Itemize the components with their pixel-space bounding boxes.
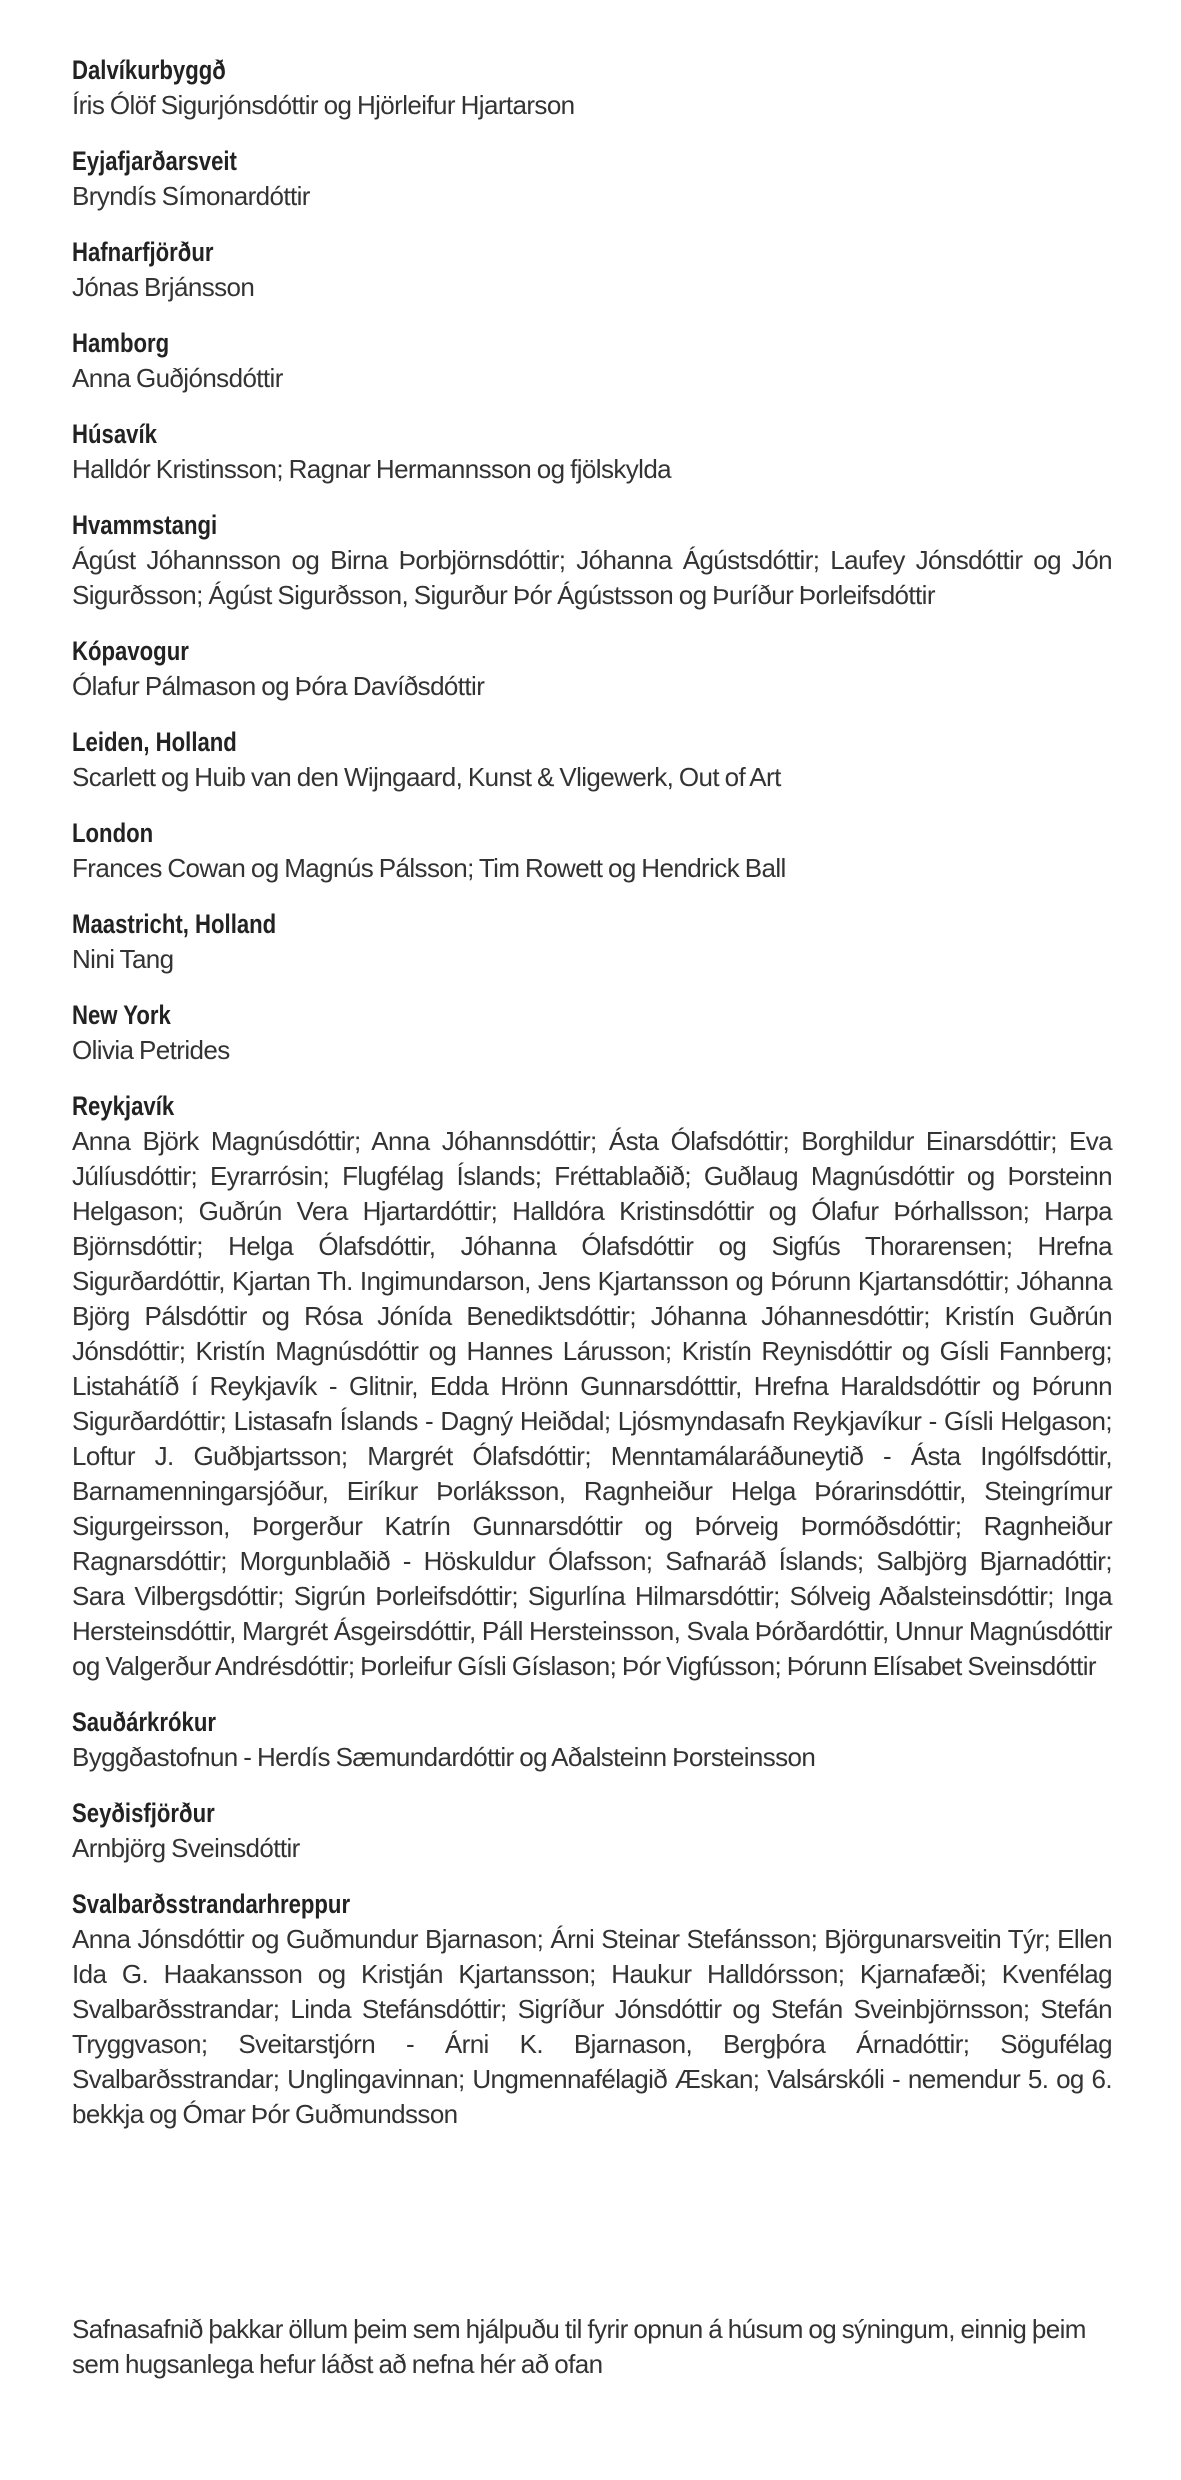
section-husavik (72, 416, 1112, 487)
section-london (72, 815, 1112, 886)
thanks-paragraph: Safnasafnið þakkar öllum þeim sem hjálpuðu til fyrir opnun á húsum og sýningum, einnig þeim sem hugsanlega hefur láðst að nefna hér að ofan (72, 2314, 1086, 2379)
names-text: Anna Guðjónsdóttir (72, 363, 283, 393)
names-text: Ágúst Jóhannsson og Birna Þorbjörnsdóttir; Jóhanna Ágústsdóttir; Laufey Jónsdóttir og Jón Sigurðsson; Ágúst Sigurðsson, Sigurður Þór Ágústsson og Þuríður Þorleifsdóttir (72, 545, 1112, 610)
place-heading: Kópavogur (72, 636, 189, 666)
place-heading: Dalvíkurbyggð (72, 55, 226, 85)
names-text: Bryndís Símonardóttir (72, 181, 310, 211)
section-hafnarfjordur (72, 234, 1112, 305)
section-leiden (72, 724, 1112, 795)
place-heading: Hvammstangi (72, 510, 218, 540)
section-hamborg (72, 325, 1112, 396)
section-saudarkrokur (72, 1704, 1112, 1775)
section-kopavogur (72, 633, 1112, 704)
names-text: Halldór Kristinsson; Ragnar Hermannsson og fjölskylda (72, 454, 672, 484)
names-text: Ólafur Pálmason og Þóra Davíðsdóttir (72, 671, 485, 701)
place-heading: Seyðisfjörður (72, 1798, 215, 1828)
names-text: Olivia Petrides (72, 1035, 230, 1065)
place-heading: Hafnarfjörður (72, 237, 214, 267)
section-maastricht (72, 906, 1112, 977)
names-text: Nini Tang (72, 944, 174, 974)
section-svalbardsstrandarhreppur (72, 1886, 1112, 2132)
place-heading: Maastricht, Holland (72, 909, 277, 939)
section-eyjafjardarsveit (72, 143, 1112, 214)
place-heading: Sauðárkrókur (72, 1707, 216, 1737)
section-hvammstangi (72, 507, 1112, 613)
names-text: Arnbjörg Sveinsdóttir (72, 1833, 300, 1863)
names-text: Frances Cowan og Magnús Pálsson; Tim Rowett og Hendrick Ball (72, 853, 786, 883)
section-reykjavik (72, 1088, 1112, 1684)
place-heading: Reykjavík (72, 1091, 175, 1121)
place-heading: Húsavík (72, 419, 157, 449)
acknowledgements-list (72, 52, 1112, 2152)
place-heading: Hamborg (72, 328, 170, 358)
names-text: Byggðastofnun - Herdís Sæmundardóttir og Aðalsteinn Þorsteinsson (72, 1742, 816, 1772)
section-new-york (72, 997, 1112, 1068)
names-text: Anna Björk Magnúsdóttir; Anna Jóhannsdóttir; Ásta Ólafsdóttir; Borghildur Einarsdóttir; Eva Júlíusdóttir; Eyrarrósin; Flugfélag Íslands; Fréttablaðið; Guðlaug Magnúsdóttir og Þorsteinn Helgason; Guðrún Vera Hjartardóttir; Halldóra Kristinsdóttir og Ólafur Þórhallsson; Harpa Björnsdóttir; Helga Ólafsdóttir, Jóhanna Ólafsdóttir og Sigfús Thorarensen; Hrefna Sigurðardóttir, Kjartan Th. Ingimundarson, Jens Kjartansson og Þórunn Kjartansdóttir; Jóhanna Björg Pálsdóttir og Rósa Jónída Benediktsdóttir; Jóhanna Jóhannesdóttir; Kristín Guðrún Jónsdóttir; Kristín Magnúsdóttir og Hannes Lárusson; Kristín Reynisdóttir og Gísli Fannberg; Listahátíð í Reykjavík - Glitnir, Edda Hrönn Gunnarsdótttir, Hrefna Haraldsdóttir og Þórunn Sigurðardóttir; Listasafn Íslands - Dagný Heiðdal; Ljósmyndasafn Reykjavíkur - Gísli Helgason; Loftur J. Guðbjartsson; Margrét Ólafsdóttir; Menntamálaráðuneytið - Ásta Ingólfsdóttir, Barnamenningarsjóður, Eiríkur Þorláksson, Ragnheiður Helga Þórarinsdóttir, Steingrímur Sigurgeirsson, Þorgerður Katrín Gunnarsdóttir og Þórveig Þormóðsdóttir; Ragnheiður Ragnarsdóttir; Morgunblaðið - Höskuldur Ólafsson; Safnaráð Íslands; Salbjörg Bjarnadóttir; Sara Vilbergsdóttir; Sigrún Þorleifsdóttir; Sigurlína Hilmarsdóttir; Sólveig Aðalsteinsdóttir; Inga Hersteinsdóttir, Margrét Ásgeirsdóttir, Páll Hersteinsson, Svala Þórðardóttir, Unnur Magnúsdóttir og Valgerður Andrésdóttir; Þorleifur Gísli Gíslason; Þór Vigfússon; Þórunn Elísabet Sveinsdóttir (72, 1126, 1112, 1681)
names-text: Jónas Brjánsson (72, 272, 255, 302)
place-heading: Eyjafjarðarsveit (72, 146, 237, 176)
section-dalvikurbyggd (72, 52, 1112, 123)
place-heading: London (72, 818, 154, 848)
names-text: Anna Jónsdóttir og Guðmundur Bjarnason; Árni Steinar Stefánsson; Björgunarsveitin Týr; Ellen Ida G. Haakansson og Kristján Kjartansson; Haukur Halldórsson; Kjarnafæði; Kvenfélag Svalbarðsstrandar; Linda Stefánsdóttir; Sigríður Jónsdóttir og Stefán Sveinbjörnsson; Stefán Tryggvason; Sveitarstjórn - Árni K. Bjarnason, Bergþóra Árnadóttir; Sögufélag Svalbarðsstrandar; Unglingavinnan; Ungmennafélagið Æskan; Valsárskóli - nemendur 5. og 6. bekkja og Ómar Þór Guðmundsson (72, 1924, 1112, 2129)
place-heading: New York (72, 1000, 171, 1030)
names-text: Scarlett og Huib van den Wijngaard, Kunst & Vligewerk, Out of Art (72, 762, 781, 792)
place-heading: Svalbarðsstrandarhreppur (72, 1889, 351, 1919)
place-heading: Leiden, Holland (72, 727, 237, 757)
section-seydisfjordur (72, 1795, 1112, 1866)
names-text: Íris Ólöf Sigurjónsdóttir og Hjörleifur Hjartarson (72, 90, 575, 120)
